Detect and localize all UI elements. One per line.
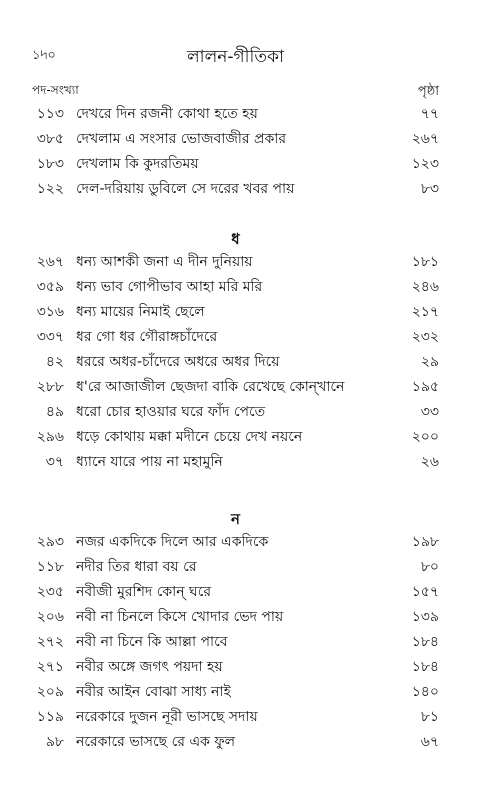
song-number: ৩৩৭: [36, 329, 64, 345]
page-ref: ১২৩: [411, 156, 439, 172]
page-ref: ১৮১: [411, 254, 439, 270]
song-number: ২৭২: [36, 634, 64, 650]
index-row: [32, 450, 439, 475]
section-letter: ধ: [231, 230, 240, 248]
column-head-page: পৃষ্ঠা: [417, 84, 439, 99]
index-row: [32, 375, 439, 400]
song-title: নবী না চিনে কি আল্লা পাবে: [76, 634, 228, 650]
song-title: দেখরে দিন রজনী কোথা হতে হয়: [76, 106, 258, 122]
song-number: ২৬৭: [36, 254, 64, 270]
page-ref: ৮০: [420, 559, 439, 575]
song-title: ধররে অধর-চাঁদেরে অধরে অধর দিয়ে: [76, 354, 280, 370]
page-ref: ২০০: [411, 429, 439, 445]
song-title: দেখলাম এ সংসার ভোজবাজীর প্রকার: [76, 131, 287, 147]
song-title: নবীর অঙ্গে জগৎ পয়দা হয়: [76, 659, 223, 675]
column-headers: [32, 82, 439, 100]
page-ref: ৬৭: [420, 734, 439, 750]
section-dh: [32, 228, 439, 475]
index-row: [32, 300, 439, 325]
song-number: ৪২: [45, 354, 64, 370]
song-title: ধন্য মায়ের নিমাই ছেলে: [76, 304, 205, 320]
song-title: দেল-দরিয়ায় ডুবিলে সে দরের খবর পায়: [76, 181, 295, 197]
song-number: ৯৮: [45, 734, 64, 750]
song-number: ৩৭: [45, 454, 64, 470]
song-number: ২০৯: [36, 684, 64, 700]
index-row: [32, 655, 439, 680]
index-row: [32, 705, 439, 730]
index-row: [32, 400, 439, 425]
page-ref: ২৪৬: [411, 279, 439, 295]
song-number: ১২২: [36, 181, 64, 197]
index-row: [32, 630, 439, 655]
song-number: ১১৯: [36, 709, 64, 725]
section-letter: ন: [231, 510, 240, 528]
index-row: [32, 275, 439, 300]
page-ref: ১৩৯: [411, 609, 439, 625]
page-ref: ৮১: [420, 709, 439, 725]
song-number: ২৯৬: [36, 429, 64, 445]
song-title: ধ'রে আজাজীল ছেজদা বাকি রেখেছে কোন্‌খানে: [76, 379, 345, 395]
index-row: [32, 250, 439, 275]
page-ref: ২৩২: [411, 329, 439, 345]
song-number: ১৮৩: [36, 156, 64, 172]
song-title: নদীর তির ধারা বয় রে: [76, 559, 197, 575]
song-number: ২৯৩: [36, 534, 64, 550]
song-title: দেখলাম কি কুদরতিময়: [76, 156, 199, 172]
song-title: নবীজী মুরশিদ কোন্ ঘরে: [76, 584, 212, 600]
index-row: [32, 152, 439, 177]
song-number: ১১৩: [36, 106, 64, 122]
page-ref: ২৬৭: [411, 131, 439, 147]
page-ref: ১৯৮: [411, 534, 439, 550]
page-ref: ৮৩: [420, 181, 439, 197]
index-row: [32, 425, 439, 450]
page-header: [32, 44, 439, 68]
page-ref: ৩৩: [420, 404, 439, 420]
book-title: লালন-গীতিকা: [187, 47, 284, 67]
song-title: ধ্যানে যারে পায় না মহামুনি: [76, 454, 223, 470]
song-title: নরেকারে দুজন নূরী ভাসছে সদায়: [76, 709, 258, 725]
page-ref: ২৬: [420, 454, 439, 470]
page-ref: ১৮৪: [411, 659, 439, 675]
index-row: [32, 730, 439, 755]
song-title: ধরো চোর হাওয়ার ঘরে ফাঁদ পেতে: [76, 404, 266, 420]
column-head-number: পদ-সংখ্যা: [32, 83, 79, 97]
index-row: [32, 102, 439, 127]
index-row: [32, 580, 439, 605]
page-ref: ১৪০: [411, 684, 439, 700]
index-row: [32, 325, 439, 350]
page-ref: ২১৭: [411, 304, 439, 320]
song-number: ২৭১: [36, 659, 64, 675]
song-title: নজর একদিকে দিলে আর একদিকে: [76, 534, 269, 550]
song-title: ধন্য আশকী জনা এ দীন দুনিয়ায়: [76, 254, 253, 270]
section-d: [32, 102, 439, 202]
index-row: [32, 555, 439, 580]
song-number: ৩৫৯: [36, 279, 64, 295]
song-title: নবী না চিনলে কিসে খোদার ভেদ পায়: [76, 609, 284, 625]
page-ref: ১৮৪: [411, 634, 439, 650]
page-ref: ২৯: [420, 354, 439, 370]
index-row: [32, 177, 439, 202]
index-row: [32, 605, 439, 630]
song-number: ২৩৫: [36, 584, 64, 600]
song-title: ধর গো ধর গৌরাঙ্গচাঁদেরে: [76, 329, 218, 345]
section-n: [32, 508, 439, 755]
song-number: ১১৮: [36, 559, 64, 575]
page-ref: ৭৭: [420, 106, 439, 122]
index-row: [32, 680, 439, 705]
song-number: ৩১৬: [36, 304, 64, 320]
index-row: [32, 530, 439, 555]
page-number: ১৸০: [32, 48, 56, 63]
page-ref: ১৯৫: [411, 379, 439, 395]
song-title: ধন্য ভাব গোপীভাব আহা মরি মরি: [76, 279, 263, 295]
song-number: ২০৬: [36, 609, 64, 625]
song-title: নবীর আইন বোঝা সাধ্য নাই: [76, 684, 231, 700]
song-title: ধড়ে কোথায় মক্কা মদীনে চেয়ে দেখ নয়নে: [76, 429, 303, 445]
song-number: ৪৯: [45, 404, 64, 420]
index-row: [32, 350, 439, 375]
song-title: নরেকারে ভাসছে রে এক ফুল: [76, 734, 236, 750]
page-ref: ১৫৭: [411, 584, 439, 600]
index-row: [32, 127, 439, 152]
song-number: ৩৮৫: [36, 131, 64, 147]
song-number: ২৮৮: [36, 379, 64, 395]
